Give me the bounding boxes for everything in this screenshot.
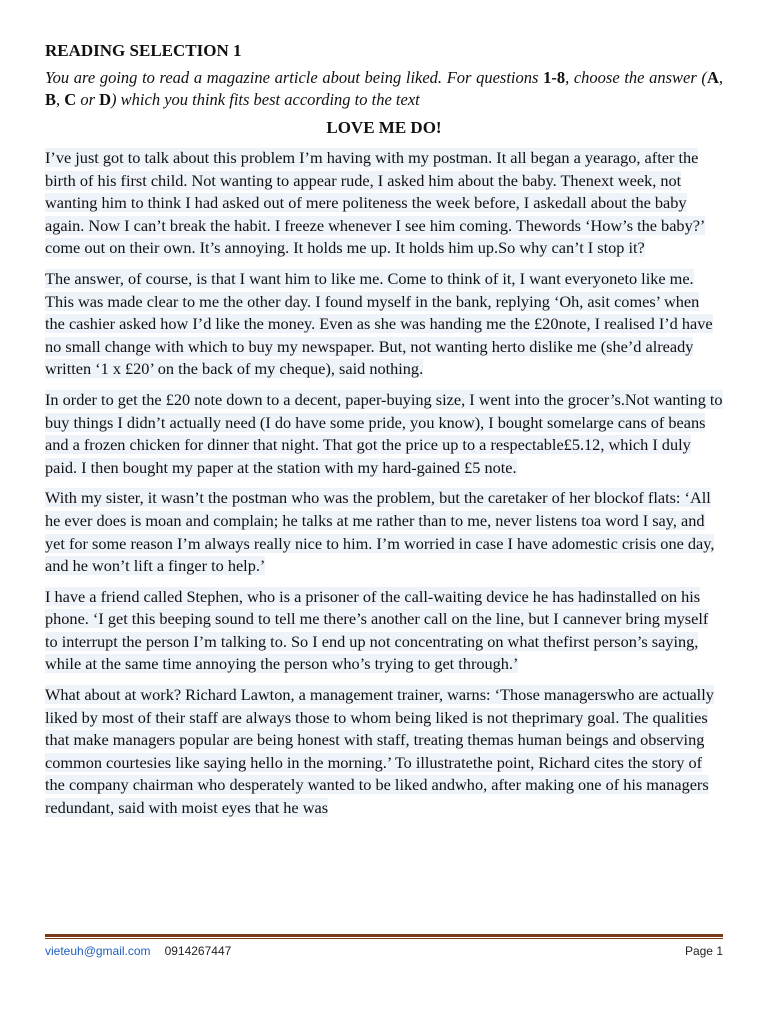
paragraph-text: What about at work? Richard Lawton, a management trainer, warns: ‘Those managerswho are actually liked by most of their staff are always those to whom being liked is not theprimary goal. The qualities that make managers popular are being honest with staff, treating themas human beings and observing common courtesies like saying hello in the morning.’ To illustratethe point, Richard cites the story of the company chairman who desperately wanted to be liked andwho, after making one of his managers redundant, said with moist eyes that he was [45, 685, 714, 818]
page-content [45, 40, 723, 828]
article-paragraph [45, 684, 723, 820]
paragraph-text: I have a friend called Stephen, who is a prisoner of the call-waiting device he has hadinstalled on his phone. ‘I get this beeping sound to tell me there’s another call on the line, but I cannever bring myself to interrupt the person I’m talking to. So I end up not concentrating on what thefirst person’s saying, while at the same time annoying the person who’s trying to get through.’ [45, 586, 709, 674]
instructions-sep-2: , [56, 90, 65, 109]
paragraph-text: I’ve just got to talk about this problem I’m having with my postman. It all began a yearago, after the birth of his first child. Not wanting to appear rude, I asked him about the baby. Thenext week, not wanting him to think I had asked out of mere politeness the week before, I askedall about the baby again. Now I can’t break the habit. I freeze whenever I see him coming. Thewords ‘How’s the baby?’ come out on their own. It’s annoying. It holds me up. It holds him up.So why can’t I stop it? [45, 148, 706, 258]
article-paragraph [45, 389, 723, 479]
article-paragraph [45, 487, 723, 577]
page-number: Page 1 [684, 944, 723, 958]
paragraph-text: In order to get the £20 note down to a decent, paper-buying size, I went into the grocer’s.Not wanting to buy things I didn’t actually need (I do have some pride, you know), I bought somelarge cans of beans and a frozen chicken for dinner that night. That got the price up to a respectable£5.12, which I duly paid. I then bought my paper at the station with my hard-gained £5 note. [45, 389, 723, 477]
article-paragraph [45, 147, 723, 260]
option-c: C [64, 90, 77, 109]
section-heading: READING SELECTION 1 [45, 41, 242, 60]
instructions [45, 67, 723, 111]
instructions-or: or [76, 90, 100, 109]
article-title: LOVE ME DO! [326, 118, 442, 137]
article-paragraph [45, 586, 723, 676]
footer-phone: 0914267447 [164, 944, 232, 958]
footer-divider [45, 934, 723, 939]
paragraph-text: The answer, of course, is that I want him to like me. Come to think of it, I want everyoneto like me. This was made clear to me the other day. I found myself in the bank, replying ‘Oh, asit comes’ when the cashier asked how I’d like the money. Even as she was handing me the £20note, I realised I’d have no small change with which to buy my newspaper. But, not wanting herto dislike me (she’d already written ‘1 x £20’ on the back of my cheque), said nothing. [45, 268, 713, 379]
instructions-text-2: , choose the answer ( [565, 68, 707, 87]
footer-email-link[interactable]: vieteuh@gmail.com [45, 944, 151, 958]
option-a: A [706, 68, 719, 87]
instructions-sep-1: , [718, 68, 723, 87]
option-b: B [45, 90, 57, 109]
article-paragraph [45, 268, 723, 381]
instructions-text-3: ) which you think fits best according to the text [111, 90, 420, 109]
paragraph-text: With my sister, it wasn’t the postman who was the problem, but the caretaker of her blockof flats: ‘All he ever does is moan and complain; he talks at me rather than to me, never listens toa word I say, and yet for some reason I’m always really nice to him. I’m worried in case I have adomestic crisis one day, and he won’t lift a finger to help.’ [45, 488, 715, 576]
instructions-text-1: You are going to read a magazine article about being liked. For questions [45, 68, 544, 87]
question-range: 1-8 [543, 68, 566, 87]
page-footer [45, 944, 723, 958]
option-d: D [99, 90, 112, 109]
